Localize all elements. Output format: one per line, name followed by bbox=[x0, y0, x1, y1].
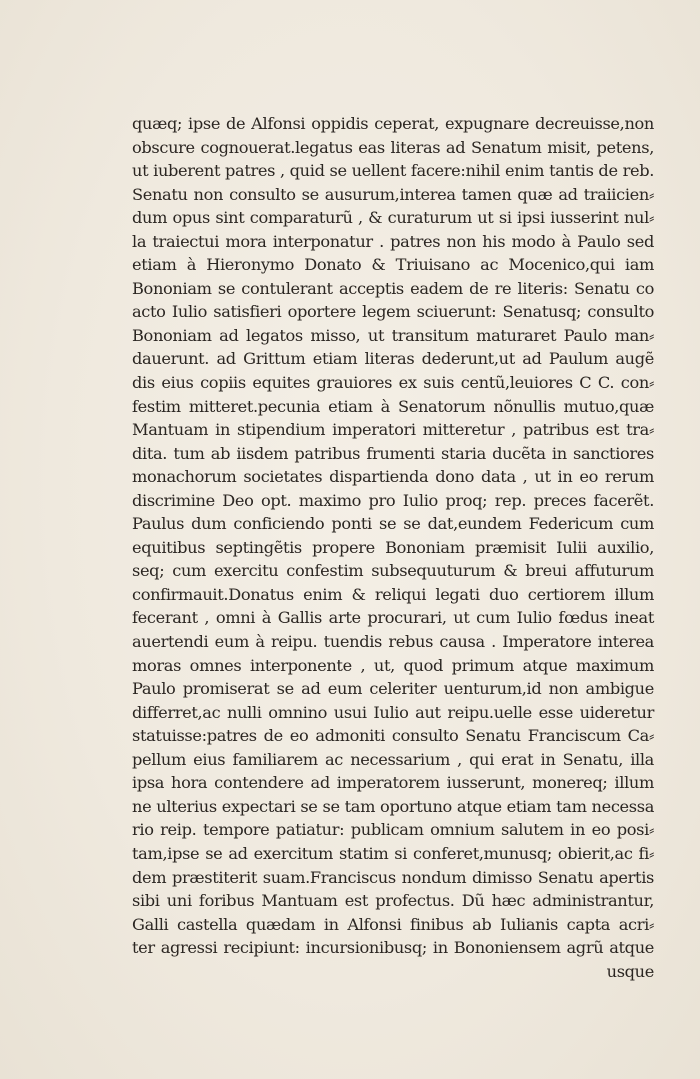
text-line-10: Bononiam ad legatos misso, ut transitum maturaret Paulo man⸗ bbox=[132, 325, 654, 345]
text-line-17: discrimine Deo opt. maximo pro Iulio proq; rep. preces facerẽt. bbox=[132, 490, 654, 510]
text-line-15: dita. tum ab iisdem patribus frumenti staria ducẽta in sanctiores bbox=[132, 443, 654, 463]
text-line-4: Senatu non consulto se ausurum,interea tamen quæ ad traiicien⸗ bbox=[132, 184, 654, 204]
text-line-36: ter agressi recipiunt: incursionibusq; in Bononiensem agrũ atque bbox=[132, 938, 654, 958]
text-line-21: confirmauit.Donatus enim & reliqui legati duo certiorem illum bbox=[132, 584, 654, 604]
text-line-12: dis eius copiis equites grauiores ex suis centũ,leuiores C C. con⸗ bbox=[132, 373, 654, 393]
text-block bbox=[132, 112, 654, 983]
text-line-2: obscure cognouerat.legatus eas literas ad Senatum misit, petens, bbox=[132, 137, 654, 157]
text-line-31: rio reip. tempore patiatur: publicam omnium salutem in eo posi⸗ bbox=[132, 820, 654, 840]
text-line-25: Paulo promiserat se ad eum celeriter uenturum,id non ambigue bbox=[132, 679, 654, 699]
text-line-24: moras omnes interponente , ut, quod primum atque maximum bbox=[132, 655, 654, 675]
catchword: usque bbox=[606, 961, 654, 981]
text-line-7: etiam à Hieronymo Donato & Triuisano ac Mocenico,qui iam bbox=[132, 255, 654, 275]
text-line-9: acto Iulio satisfieri oportere legem sciuerunt: Senatusq; consulto bbox=[132, 302, 654, 322]
text-line-8: Bononiam se contulerant acceptis eadem de re literis: Senatu co bbox=[132, 278, 654, 298]
text-line-3: ut iuberent patres , quid se uellent facere:nihil enim tantis de reb. bbox=[132, 161, 654, 181]
text-line-27: statuisse:patres de eo admoniti consulto Senatu Franciscum Ca⸗ bbox=[132, 726, 654, 746]
text-line-30: ne ulterius expectari se se tam oportuno atque etiam tam necessa bbox=[132, 796, 654, 816]
text-line-26: differret,ac nulli omnino usui Iulio aut reipu.uelle esse uideretur bbox=[132, 702, 654, 722]
text-line-1: quæq; ipse de Alfonsi oppidis ceperat, expugnare decreuisse,non bbox=[132, 114, 654, 133]
text-line-20: seq; cum exercitu confestim subsequuturum & breui affuturum bbox=[132, 561, 654, 581]
text-line-14: Mantuam in stipendium imperatori mitteretur , patribus est tra⸗ bbox=[132, 420, 654, 440]
text-line-18: Paulus dum conficiendo ponti se se dat,eundem Federicum cum bbox=[132, 514, 654, 534]
text-line-6: la traiectui mora interponatur . patres non his modo à Paulo sed bbox=[132, 231, 654, 251]
text-line-11: dauerunt. ad Grittum etiam literas dederunt,ut ad Paulum augẽ bbox=[132, 349, 654, 369]
text-line-22: fecerant , omni à Gallis arte procurari, ut cum Iulio fœdus ineat bbox=[132, 608, 654, 628]
text-line-33: dem præstiterit suam.Franciscus nondum dimisso Senatu apertis bbox=[132, 867, 654, 887]
text-line-28: pellum eius familiarem ac necessarium , qui erat in Senatu, illa bbox=[132, 749, 654, 769]
text-line-16: monachorum societates dispartienda dono data , ut in eo rerum bbox=[132, 467, 654, 487]
text-line-35: Galli castella quædam in Alfonsi finibus ab Iulianis capta acri⸗ bbox=[132, 914, 654, 934]
text-line-32: tam,ipse se ad exercitum statim si conferet,munusq; obierit,ac fi⸗ bbox=[132, 843, 654, 863]
text-line-23: auertendi eum à reipu. tuendis rebus causa . Imperatore interea bbox=[132, 632, 654, 652]
text-line-34: sibi uni foribus Mantuam est profectus. Dũ hæc administrantur, bbox=[132, 891, 654, 911]
text-line-5: dum opus sint comparaturũ , & curaturum ut si ipsi iusserint nul⸗ bbox=[132, 208, 654, 228]
text-line-13: festim mitteret.pecunia etiam à Senatorum nõnullis mutuo,quæ bbox=[132, 396, 654, 416]
text-line-19: equitibus septingẽtis propere Bononiam præmisit Iulii auxilio, bbox=[132, 537, 654, 557]
text-line-29: ipsa hora contendere ad imperatorem iusserunt, monereq; illum bbox=[132, 773, 654, 793]
